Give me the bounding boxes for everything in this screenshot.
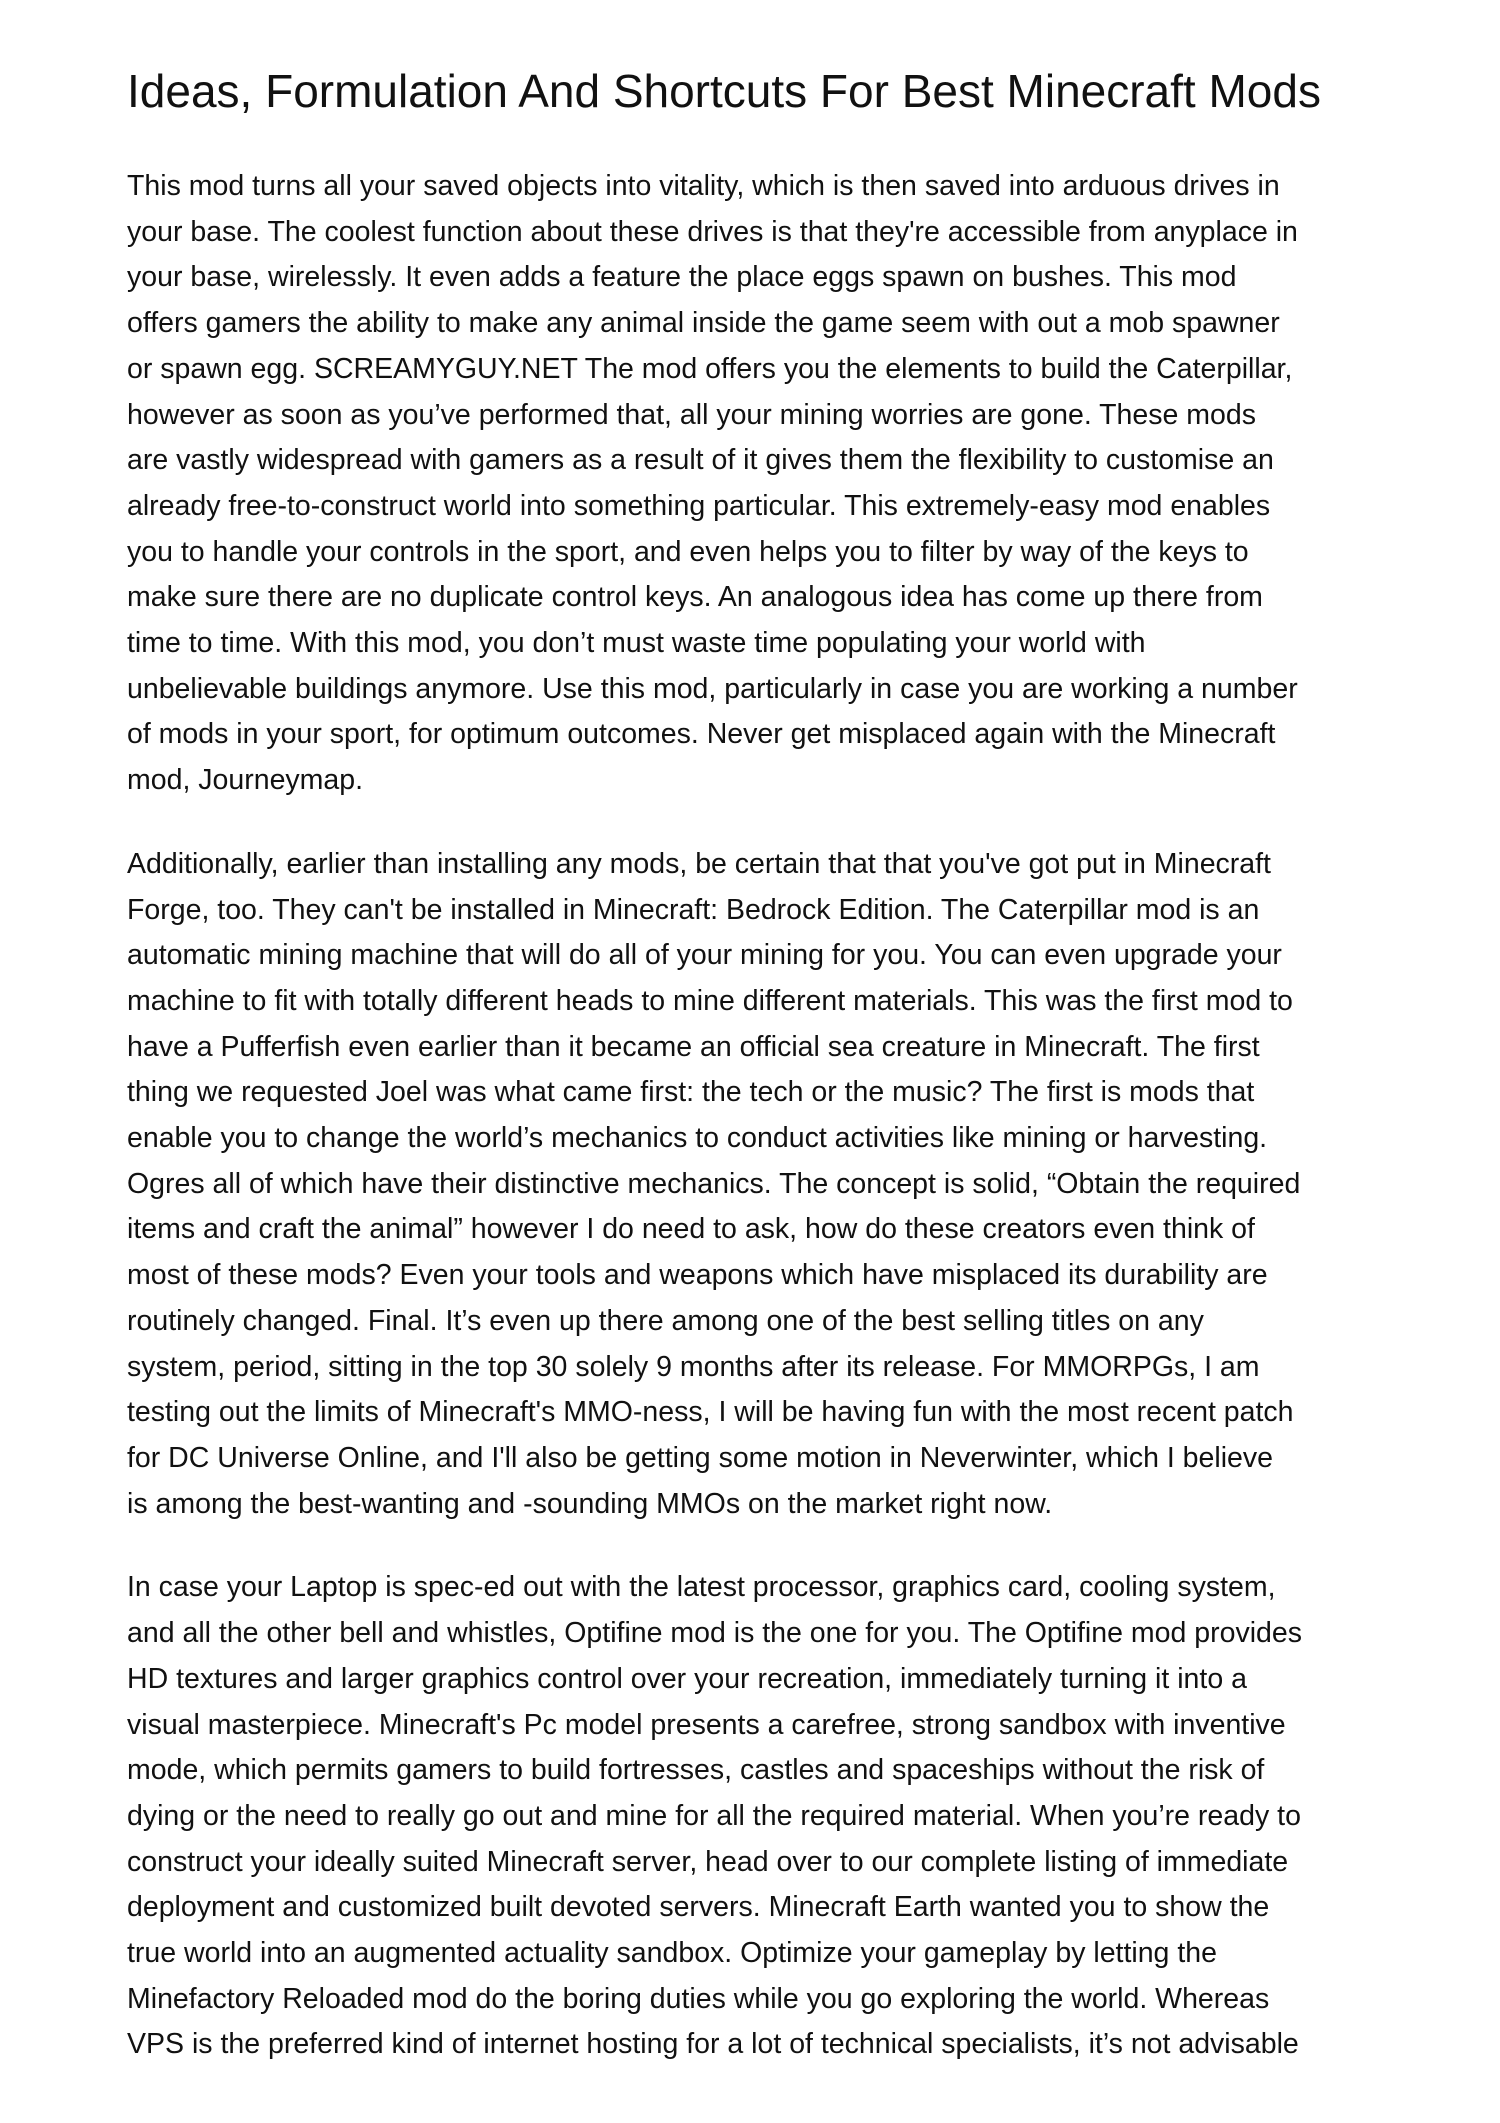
text-line: you to handle your controls in the sport, and even helps you to filter by way of the keys to xyxy=(127,535,1249,568)
text-line: machine to fit with totally different heads to mine different materials. This was the first mod to xyxy=(127,984,1293,1017)
text-line: and all the other bell and whistles, Optifine mod is the one for you. The Optifine mod provides xyxy=(127,1617,1302,1650)
text-line: visual masterpiece. Minecraft's Pc model presents a carefree, strong sandbox with inventive xyxy=(127,1708,1286,1741)
text-line: however as soon as you’ve performed that, all your mining worries are gone. These mods xyxy=(127,398,1256,431)
text-line: time to time. With this mod, you don’t must waste time populating your world with xyxy=(127,627,1146,660)
paragraph-1 xyxy=(127,164,1427,804)
text-line: are vastly widespread with gamers as a result of it gives them the flexibility to customise an xyxy=(127,444,1274,477)
text-line: already free-to-construct world into something particular. This extremely-easy mod enables xyxy=(127,489,1271,522)
text-line: unbelievable buildings anymore. Use this mod, particularly in case you are working a number xyxy=(127,672,1298,705)
text-line: enable you to change the world’s mechanics to conduct activities like mining or harvesting. xyxy=(127,1122,1268,1155)
text-line: make sure there are no duplicate control keys. An analogous idea has come up there from xyxy=(127,581,1263,614)
text-line: have a Pufferfish even earlier than it became an official sea creature in Minecraft. The first xyxy=(127,1030,1260,1063)
article-body xyxy=(127,164,1427,2106)
text-line: HD textures and larger graphics control over your recreation, immediately turning it into a xyxy=(127,1662,1247,1695)
text-line: items and craft the animal” however I do need to ask, how do these creators even think of xyxy=(127,1213,1255,1246)
text-line: your base. The coolest function about these drives is that they're accessible from anyplace in xyxy=(127,215,1298,248)
text-line: thing we requested Joel was what came first: the tech or the music? The first is mods that xyxy=(127,1076,1255,1109)
text-line: mod, Journeymap. xyxy=(127,764,364,797)
text-line: routinely changed. Final. It’s even up there among one of the best selling titles on any xyxy=(127,1304,1204,1337)
text-line: most of these mods? Even your tools and weapons which have misplaced its durability are xyxy=(127,1259,1268,1292)
page-title: Ideas, Formulation And Shortcuts For Best Minecraft Mods xyxy=(127,65,1321,117)
text-line: offers gamers the ability to make any animal inside the game seem with out a mob spawner xyxy=(127,307,1280,340)
text-line: is among the best-wanting and -sounding MMOs on the market right now. xyxy=(127,1487,1053,1520)
text-line: your base, wirelessly. It even adds a feature the place eggs spawn on bushes. This mod xyxy=(127,261,1237,294)
text-line: deployment and customized built devoted servers. Minecraft Earth wanted you to show the xyxy=(127,1891,1270,1924)
text-line: Ogres all of which have their distinctive mechanics. The concept is solid, “Obtain the required xyxy=(127,1167,1301,1200)
text-line: construct your ideally suited Minecraft server, head over to our complete listing of immediate xyxy=(127,1845,1289,1878)
paragraph-3 xyxy=(127,1565,1427,2068)
text-line: Minefactory Reloaded mod do the boring duties while you go exploring the world. Whereas xyxy=(127,1982,1270,2015)
text-line: mode, which permits gamers to build fortresses, castles and spaceships without the risk of xyxy=(127,1754,1265,1787)
text-line: In case your Laptop is spec-ed out with the latest processor, graphics card, cooling system, xyxy=(127,1571,1276,1604)
text-line: system, period, sitting in the top 30 solely 9 months after its release. For MMORPGs, I am xyxy=(127,1350,1260,1383)
text-line: Forge, too. They can't be installed in Minecraft: Bedrock Edition. The Caterpillar mod is an xyxy=(127,893,1260,926)
text-line: VPS is the preferred kind of internet hosting for a lot of technical specialists, it’s not advisable xyxy=(127,2028,1299,2061)
text-line: testing out the limits of Minecraft's MMO-ness, I will be having fun with the most recent patch xyxy=(127,1396,1294,1429)
text-line: for DC Universe Online, and I'll also be getting some motion in Neverwinter, which I believe xyxy=(127,1441,1273,1474)
text-line: automatic mining machine that will do all of your mining for you. You can even upgrade your xyxy=(127,939,1282,972)
text-line: This mod turns all your saved objects into vitality, which is then saved into arduous drives in xyxy=(127,170,1280,202)
text-line: true world into an augmented actuality sandbox. Optimize your gameplay by letting the xyxy=(127,1937,1217,1970)
text-line: dying or the need to really go out and mine for all the required material. When you’re ready to xyxy=(127,1799,1301,1832)
text-line: Additionally, earlier than installing any mods, be certain that that you've got put in Minecraft xyxy=(127,847,1271,880)
text-line: of mods in your sport, for optimum outcomes. Never get misplaced again with the Minecraft xyxy=(127,718,1276,751)
text-line: or spawn egg. SCREAMYGUY.NET The mod offers you the elements to build the Caterpillar, xyxy=(127,352,1293,385)
paragraph-2 xyxy=(127,842,1427,1528)
